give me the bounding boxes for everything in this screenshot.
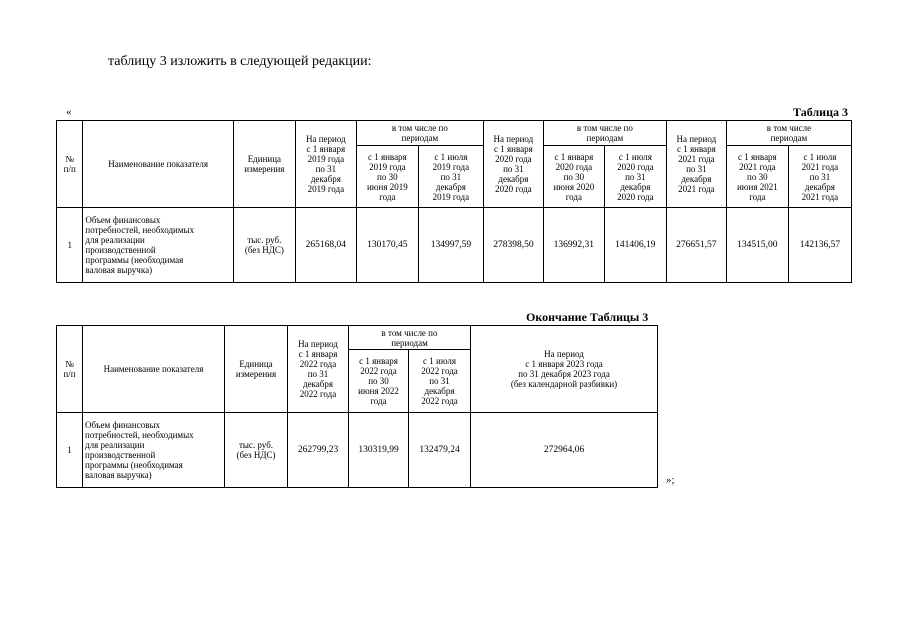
value-h2-2021: 142136,57 [788, 208, 851, 283]
value-h2-2020: 141406,19 [604, 208, 666, 283]
header-period-2019: На период с 1 января 2019 года по 31 декабря 2019 года [295, 121, 356, 208]
value-period-2020: 278398,50 [483, 208, 543, 283]
row-name: Объем финансовых потребностей, необходимых для реализации производственной программы (необходимая валовая выручка) [83, 208, 233, 283]
value-period-2019: 265168,04 [295, 208, 356, 283]
header-incl-2021: в том числе периодам [726, 121, 851, 146]
value-h2-2022: 132479,24 [409, 413, 471, 488]
row-name: Объем финансовых потребностей, необходимых для реализации производственной программы (необходимая валовая выручка) [83, 413, 225, 488]
intro-text: таблицу 3 изложить в следующей редакции: [108, 54, 372, 69]
opening-quote: « [66, 106, 72, 118]
closing-quote: »; [666, 474, 675, 486]
header-unit: Единица измерения [233, 121, 295, 208]
row-unit: тыс. руб. (без НДС) [225, 413, 288, 488]
value-period-2021: 276651,57 [666, 208, 726, 283]
header-period-2023: На период с 1 января 2023 года по 31 декабря 2023 года (без календарной разбивки) [471, 326, 658, 413]
header-h2-2022: с 1 июля 2022 года по 31 декабря 2022 года [409, 350, 471, 413]
header-period-2022: На период с 1 января 2022 года по 31 декабря 2022 года [288, 326, 349, 413]
table-3-header-row [57, 121, 852, 146]
header-incl-2020: в том числе по периодам [543, 121, 666, 146]
header-h1-2021: с 1 января 2021 года по 30 июня 2021 года [726, 146, 788, 208]
row-unit: тыс. руб. (без НДС) [233, 208, 295, 283]
row-num: 1 [57, 208, 83, 283]
header-incl-2022: в том числе по периодам [349, 326, 471, 350]
value-period-2023: 272964,06 [471, 413, 658, 488]
header-h2-2020: с 1 июля 2020 года по 31 декабря 2020 года [604, 146, 666, 208]
value-h1-2020: 136992,31 [543, 208, 604, 283]
header-name: Наименование показателя [83, 121, 233, 208]
table-row [57, 208, 852, 283]
header-h1-2019: с 1 января 2019 года по 30 июня 2019 года [356, 146, 418, 208]
header-h1-2020: с 1 января 2020 года по 30 июня 2020 года [543, 146, 604, 208]
table-3-end-title: Окончание Таблицы 3 [526, 310, 649, 324]
header-num: № п/п [57, 326, 83, 413]
value-h1-2022: 130319,99 [349, 413, 409, 488]
value-h1-2021: 134515,00 [726, 208, 788, 283]
header-num: № п/п [57, 121, 83, 208]
row-num: 1 [57, 413, 83, 488]
value-period-2022: 262799,23 [288, 413, 349, 488]
header-period-2020: На период с 1 января 2020 года по 31 декабря 2020 года [483, 121, 543, 208]
table-3-title: Таблица 3 [793, 105, 848, 119]
value-h1-2019: 130170,45 [356, 208, 418, 283]
value-h2-2019: 134997,59 [418, 208, 483, 283]
header-name: Наименование показателя [83, 326, 225, 413]
table-3 [56, 120, 852, 283]
header-h2-2019: с 1 июля 2019 года по 31 декабря 2019 года [418, 146, 483, 208]
table-row [57, 413, 658, 488]
table-3-end-header-row [57, 326, 658, 350]
table-3-end [56, 325, 658, 488]
header-unit: Единица измерения [225, 326, 288, 413]
header-period-2021: На период с 1 января 2021 года по 31 декабря 2021 года [666, 121, 726, 208]
header-incl-2019: в том числе по периодам [356, 121, 483, 146]
header-h1-2022: с 1 января 2022 года по 30 июня 2022 года [349, 350, 409, 413]
header-h2-2021: с 1 июля 2021 года по 31 декабря 2021 года [788, 146, 851, 208]
